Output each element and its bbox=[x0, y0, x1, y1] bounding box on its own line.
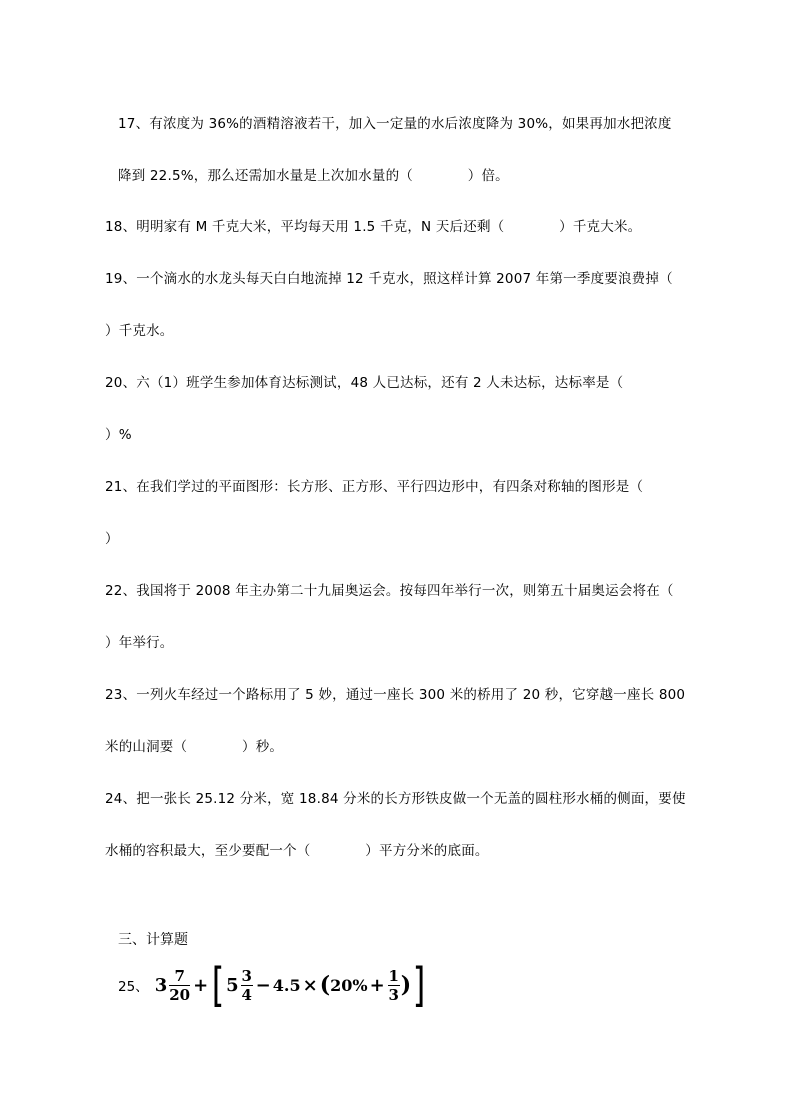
question-23-line-1: 23、一列火车经过一个路标用了 5 妙，通过一座长 300 米的桥用了 20 秒，它穿越一座长 800 bbox=[105, 687, 686, 703]
section-title: 三、计算题 bbox=[118, 932, 188, 948]
times-operator: × bbox=[302, 974, 318, 996]
right-parenthesis: ) bbox=[400, 972, 412, 998]
question-17-line-2: 降到 22.5%，那么还需加水量是上次加水量的（ ）倍。 bbox=[118, 168, 509, 184]
plus-operator: + bbox=[193, 974, 209, 996]
fraction-7-20 bbox=[169, 968, 190, 1003]
plus-operator-2: + bbox=[369, 974, 385, 996]
question-20-line-2: ）% bbox=[105, 427, 132, 443]
question-17-line-1: 17、有浓度为 36%的酒精溶液若干，加入一定量的水后浓度降为 30%，如果再加水把浓度 bbox=[118, 116, 672, 132]
mixed-number-whole: 3 bbox=[154, 974, 168, 996]
question-21-line-1: 21、在我们学过的平面图形：长方形、正方形、平行四边形中，有四条对称轴的图形是（ bbox=[105, 479, 644, 495]
question-22-line-2: ）年举行。 bbox=[105, 635, 174, 651]
fraction-1-3 bbox=[388, 968, 400, 1003]
coefficient: 4.5 bbox=[272, 975, 301, 995]
question-20-line-1: 20、六（1）班学生参加体育达标测试，48 人已达标，还有 2 人未达标，达标率是（ bbox=[105, 375, 624, 391]
left-parenthesis: ( bbox=[319, 972, 331, 998]
question-19-line-1: 19、一个滴水的水龙头每天白白地流掉 12 千克水，照这样计算 2007 年第一季度要浪费掉（ bbox=[105, 271, 673, 287]
percent-value: 20% bbox=[330, 975, 368, 995]
fraction-denominator: 20 bbox=[169, 985, 191, 1004]
fraction-3-4 bbox=[241, 968, 253, 1003]
formula-label: 25、 bbox=[118, 979, 149, 995]
minus-operator: − bbox=[255, 974, 271, 996]
right-square-bracket: ] bbox=[412, 958, 426, 1012]
left-square-bracket: [ bbox=[211, 958, 225, 1012]
mixed-number-whole-2: 5 bbox=[226, 974, 239, 996]
question-21-line-2: ） bbox=[105, 531, 119, 547]
formula-25 bbox=[118, 960, 427, 1010]
fraction-numerator: 1 bbox=[388, 966, 399, 985]
question-24-line-2: 水桶的容积最大，至少要配一个（ ）平方分米的底面。 bbox=[105, 843, 489, 859]
question-19-line-2: ）千克水。 bbox=[105, 323, 174, 339]
fraction-denominator: 4 bbox=[241, 985, 252, 1004]
fraction-denominator: 3 bbox=[388, 985, 399, 1004]
question-22-line-1: 22、我国将于 2008 年主办第二十九届奥运会。按每四年举行一次，则第五十届奥运会将在（ bbox=[105, 583, 674, 599]
fraction-numerator: 3 bbox=[241, 966, 252, 985]
question-18-line-1: 18、明明家有 M 千克大米，平均每天用 1.5 千克，N 天后还剩（ ）千克大米。 bbox=[105, 219, 642, 235]
fraction-numerator: 7 bbox=[174, 966, 185, 985]
question-23-line-2: 米的山洞要（ ）秒。 bbox=[105, 739, 284, 755]
question-24-line-1: 24、把一张长 25.12 分米，宽 18.84 分米的长方形铁皮做一个无盖的圆柱形水桶的侧面，要使 bbox=[105, 791, 686, 807]
